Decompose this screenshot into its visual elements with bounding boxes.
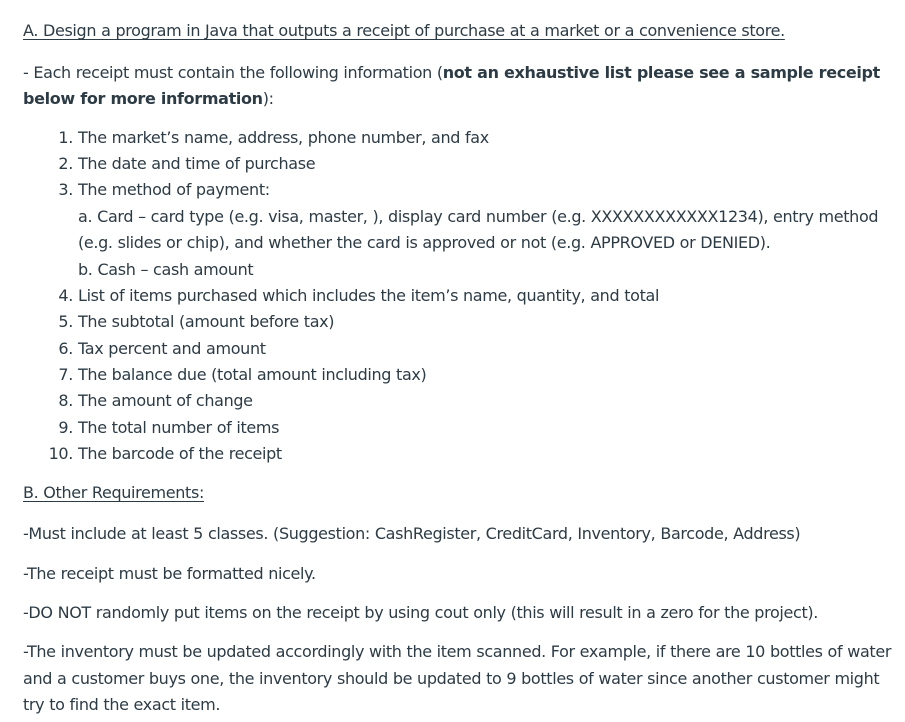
list-number: 2. [58,154,73,173]
list-item [47,336,266,362]
section-a-heading: A. Design a program in Java that outputs a receipt of purchase at a market or a convenience store. [23,21,785,40]
list-item [47,415,279,441]
list-item [47,441,282,467]
sub-item-card: a. Card – card type (e.g. visa, master, ), display card number (e.g. XXXXXXXXXXXX1234), entry method [78,207,879,226]
list-number: 5. [58,312,73,331]
list-text: The barcode of the receipt [78,444,282,463]
list-number: 3. [58,180,73,199]
requirement-formatting: -The receipt must be formatted nicely. [23,564,316,583]
sub-item-cash: b. Cash – cash amount [78,260,254,279]
requirement-no-cout: -DO NOT randomly put items on the receipt by using cout only (this will result in a zero for the project). [23,603,819,622]
list-text: The amount of change [78,391,253,410]
list-item [47,177,270,203]
list-number: 6. [58,339,73,358]
intro-end: ): [262,89,274,108]
sub-item-card-continued: (e.g. slides or chip), and whether the card is approved or not (e.g. APPROVED or DENIED). [78,233,771,252]
section-b-heading: B. Other Requirements: [23,483,204,502]
list-item [47,125,489,151]
list-text: The balance due (total amount including tax) [78,365,427,384]
list-item [47,309,334,335]
requirement-inventory: -The inventory must be updated accordingly with the item scanned. For example, if there are 10 bottles of water and a customer buys one, the inventory should be updated to 9 bottles of water since another customer might try to find the exact item. [23,642,892,714]
list-number: 10. [48,444,73,463]
intro-bold-note: not an exhaustive list please see a sample receipt below for more information [23,63,880,108]
list-item [47,151,315,177]
list-number: 7. [58,365,73,384]
list-text: The market’s name, address, phone number, and fax [78,128,489,147]
list-number: 4. [58,286,73,305]
intro-start: - Each receipt must contain the following information ( [23,63,443,82]
list-text: The method of payment: [78,180,270,199]
list-number: 8. [58,391,73,410]
list-text: List of items purchased which includes the item’s name, quantity, and total [78,286,660,305]
list-text: The subtotal (amount before tax) [78,312,335,331]
list-item [47,362,426,388]
requirement-classes: -Must include at least 5 classes. (Suggestion: CashRegister, CreditCard, Inventory, Barcode, Address) [23,524,801,543]
list-number: 1. [58,128,73,147]
list-text: The date and time of purchase [78,154,316,173]
list-text: The total number of items [78,418,280,437]
receipt-info-intro [23,60,888,112]
list-item [47,388,253,414]
list-item [47,283,659,309]
list-number: 9. [58,418,73,437]
list-text: Tax percent and amount [78,339,266,358]
